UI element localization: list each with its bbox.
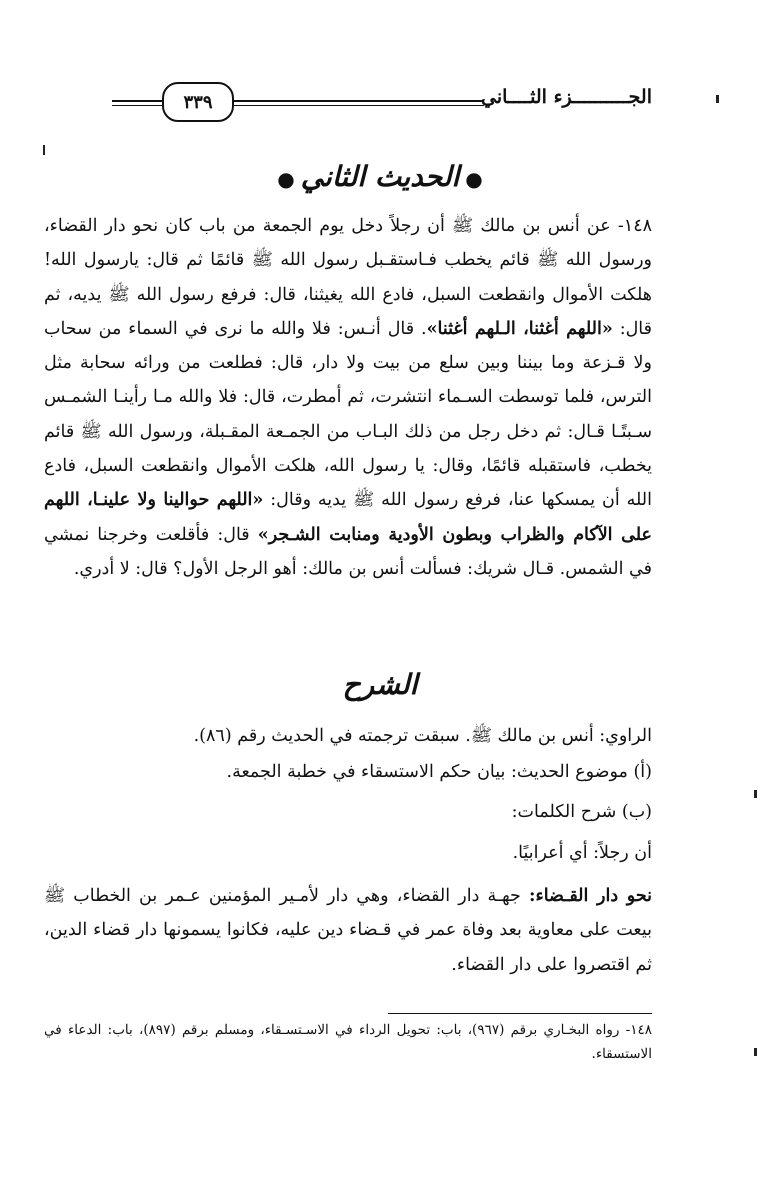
section-title — [0, 160, 760, 193]
footnote-rule — [388, 1013, 652, 1014]
header-rule-short — [112, 100, 164, 106]
hadith-part-3: قال: فأقلعت وخرجنا نمشي في الشمس. قـال شريك: فسألت أنس بن مالك: أهو الرجل الأول؟ قال: لا أدري. — [44, 524, 652, 579]
rawi-line: الراوي: أنس بن مالك ﷺ. سبقت ترجمته في الحديث رقم (٨٦). — [193, 726, 652, 746]
hadith-part-2: . قال أنـس: فلا والله ما نرى في السماء من سحاب ولا قـزعة وما بيننا وبين سلع من بيت ولا دار، قال: فطلعت من ورائه سحابة مثل الترس، فلما توسطت السـماء انتشرت، ثم أمطرت، قال: فلا والله مـا رأينـا الشمـس سـبتًـا قـال: ثم دخل رجل من ذلك البـاب من الجمـعة المقـبلة، ورسول الله ﷺ قائم يخطب، فاستقبله قائمًا، وقال: يا رسول الله، هلكت الأموال وانقطعت السبل، فادع الله أن يمسكها عنا، فرفع رسول الله ﷺ يديه وقال: — [44, 318, 652, 511]
hadith-part-1: ١٤٨- عن أنس بن مالك ﷺ أن رجلاً دخل يوم الجمعة من باب كان نحو دار القضاء، ورسول الله ﷺ قائم يخطب فـاستقـبل رسول الله ﷺ قائمًا ثم قال: يارسول الله! هلكت الأموال وانقطعت السبل، فادع الله يغيثنا، قال: فرفع رسول الله ﷺ يديه، ثم قال: — [44, 216, 652, 339]
footnote: ١٤٨- رواه البخـاري برقم (٩٦٧)، باب: تحويل الرداء في الاسـتسـقاء، ومسلم برقم (٨٩٧)، باب: الدعاء في الاستسقاء. — [44, 1022, 652, 1062]
section-title-text: الحديث الثاني — [300, 160, 460, 193]
bullet-icon: ● — [465, 166, 483, 191]
topic-line: (أ) موضوع الحديث: بيان حكم الاستسقاء في خطبة الجمعة. — [226, 762, 652, 782]
hadith-text — [44, 209, 652, 586]
hadith-quote-1: «اللهم أغثنا، الـلهم أغثنا» — [426, 318, 613, 339]
sharh-title: الشرح — [342, 668, 418, 701]
word-nahw-paragraph — [44, 879, 652, 982]
scan-mark — [43, 145, 45, 155]
scan-mark — [754, 1048, 757, 1056]
page-number: ٣٣٩ — [162, 82, 234, 122]
word-rajulan: أن رجلاً: أي أعرابيًا. — [512, 843, 652, 863]
running-head: الجــــــــــزء الثــــاني — [480, 86, 652, 108]
hadith-paragraph — [44, 209, 652, 586]
bullet-icon: ● — [277, 166, 295, 191]
header-rule — [232, 100, 484, 106]
word-nahw-text: جهـة دار القضاء، وهي دار لأمـير المؤمنين عـمر بن الخطاب ﷺ بيعت على معاوية بعد وفاة عمر في قـضاء دين عليه، فكانوا يسمونها دار قضاء الدين، ثم اقتصروا على دار القضاء. — [44, 886, 652, 975]
scan-mark — [754, 790, 757, 798]
hadith-quote-2: «اللهم حوالينا ولا علينـا، اللهم على الآكام والظراب وبطون الأودية ومنابت الشـجر» — [44, 490, 652, 545]
word-nahw-term: نحو دار القـضاء: — [529, 886, 652, 906]
scan-mark — [716, 95, 719, 103]
words-heading: (ب) شرح الكلمات: — [511, 802, 652, 822]
